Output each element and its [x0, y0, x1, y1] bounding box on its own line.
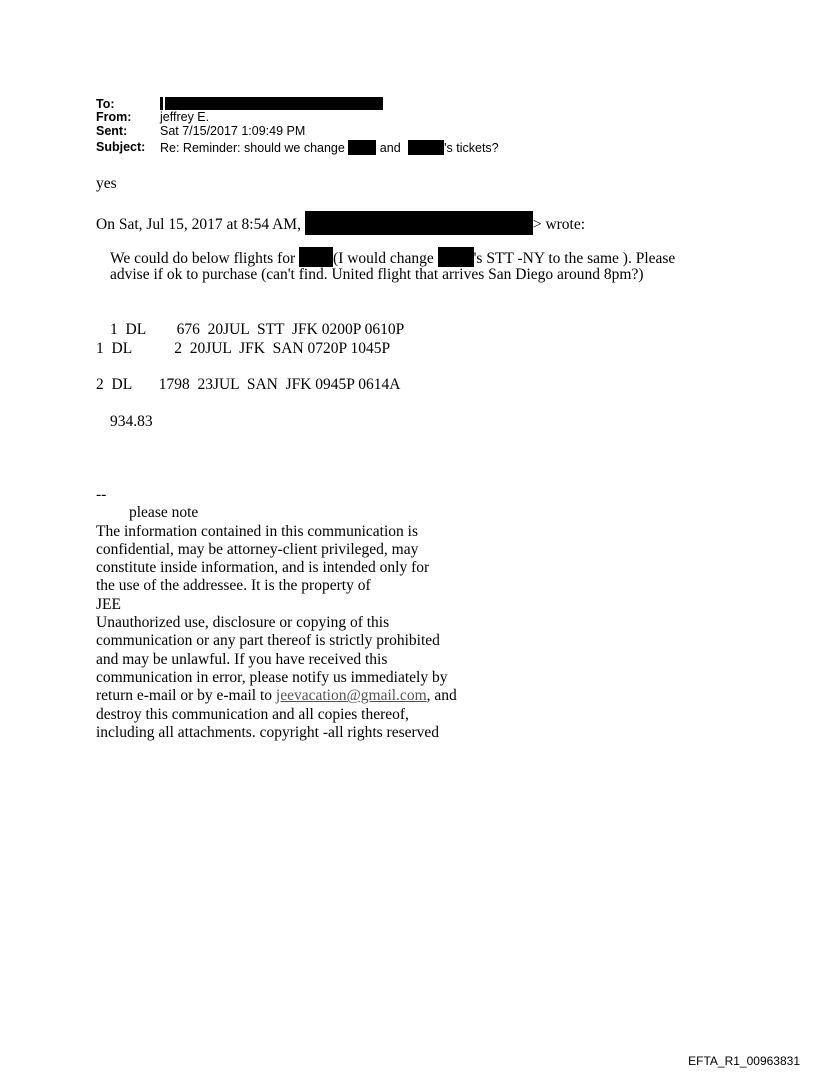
quoted-line-2: advise if ok to purchase (can't find. United flight that arrives San Diego around 8pm?): [110, 266, 644, 283]
email-header: [96, 97, 596, 157]
to-value: [160, 97, 383, 111]
from-row: [96, 110, 596, 124]
redaction-block: [438, 247, 474, 267]
flight-row: 1 DL 2 20JUL JFK SAN 0720P 1045P: [96, 340, 391, 357]
flight-row: 1 DL 676 20JUL STT JFK 0200P 0610P: [110, 321, 405, 338]
signature-block: [96, 486, 496, 742]
price-text: 934.83: [110, 413, 153, 430]
reply-text: yes: [96, 175, 117, 192]
quote-intro: [96, 211, 585, 235]
signature-dashes: --: [96, 486, 107, 503]
sent-label: Sent:: [96, 124, 128, 138]
document-id: EFTA_R1_00963831: [688, 1054, 800, 1068]
redaction-block: [165, 97, 383, 110]
subject-value: [160, 140, 499, 155]
redaction-block: [348, 140, 376, 155]
please-note: please note: [129, 504, 199, 522]
disclaimer-line: confidential, may be attorney-client privileged, may: [96, 540, 419, 558]
subject-row: [96, 140, 596, 154]
quoted-line-1: [110, 247, 675, 268]
subject-text-1: Re: Reminder: should we change: [160, 141, 345, 155]
flight-row: 2 DL 1798 23JUL SAN JFK 0945P 0614A: [96, 376, 401, 393]
disclaimer-line: including all attachments. copyright -all rights reserved: [96, 723, 440, 741]
quote-intro-suffix: > wrote:: [532, 216, 586, 233]
quote-intro-prefix: On Sat, Jul 15, 2017 at 8:54 AM,: [96, 216, 301, 233]
quoted-text-1: We could do below flights for: [110, 250, 296, 267]
to-label: To:: [96, 97, 115, 111]
from-label: From:: [96, 110, 132, 124]
disclaimer-line: the use of the addressee. It is the property of: [96, 577, 371, 595]
subject-text-3: 's tickets?: [444, 141, 499, 155]
sent-value: Sat 7/15/2017 1:09:49 PM: [160, 124, 306, 138]
disclaimer-line: destroy this communication and all copies thereof,: [96, 705, 409, 723]
disclaimer-line-email: [96, 687, 496, 705]
from-value: jeffrey E.: [160, 110, 210, 124]
quoted-text-2: (I would change: [333, 250, 434, 267]
disclaimer-line: communication in error, please notify us immediately by: [96, 668, 448, 686]
quoted-text-3: 's STT -NY to the same ). Please: [473, 250, 676, 267]
subject-label: Subject:: [96, 140, 146, 154]
subject-text-2: and: [379, 141, 401, 155]
disclaimer-line: and may be unlawful. If you have received this: [96, 650, 388, 668]
to-row: [96, 97, 596, 111]
redaction-block: [305, 211, 533, 235]
return-suffix: , and: [426, 687, 457, 705]
sent-row: [96, 124, 596, 138]
disclaimer-line: constitute inside information, and is intended only for: [96, 559, 430, 577]
disclaimer-line: The information contained in this communication is: [96, 522, 418, 540]
disclaimer-line: JEE: [96, 595, 121, 613]
return-prefix: return e-mail or by e-mail to: [96, 687, 273, 705]
redaction-block: [299, 247, 333, 267]
email-link[interactable]: jeevacation@gmail.com: [275, 687, 427, 705]
disclaimer-line: Unauthorized use, disclosure or copying of this: [96, 614, 390, 632]
redaction-block: [408, 140, 444, 155]
disclaimer-line: communication or any part thereof is strictly prohibited: [96, 632, 440, 650]
